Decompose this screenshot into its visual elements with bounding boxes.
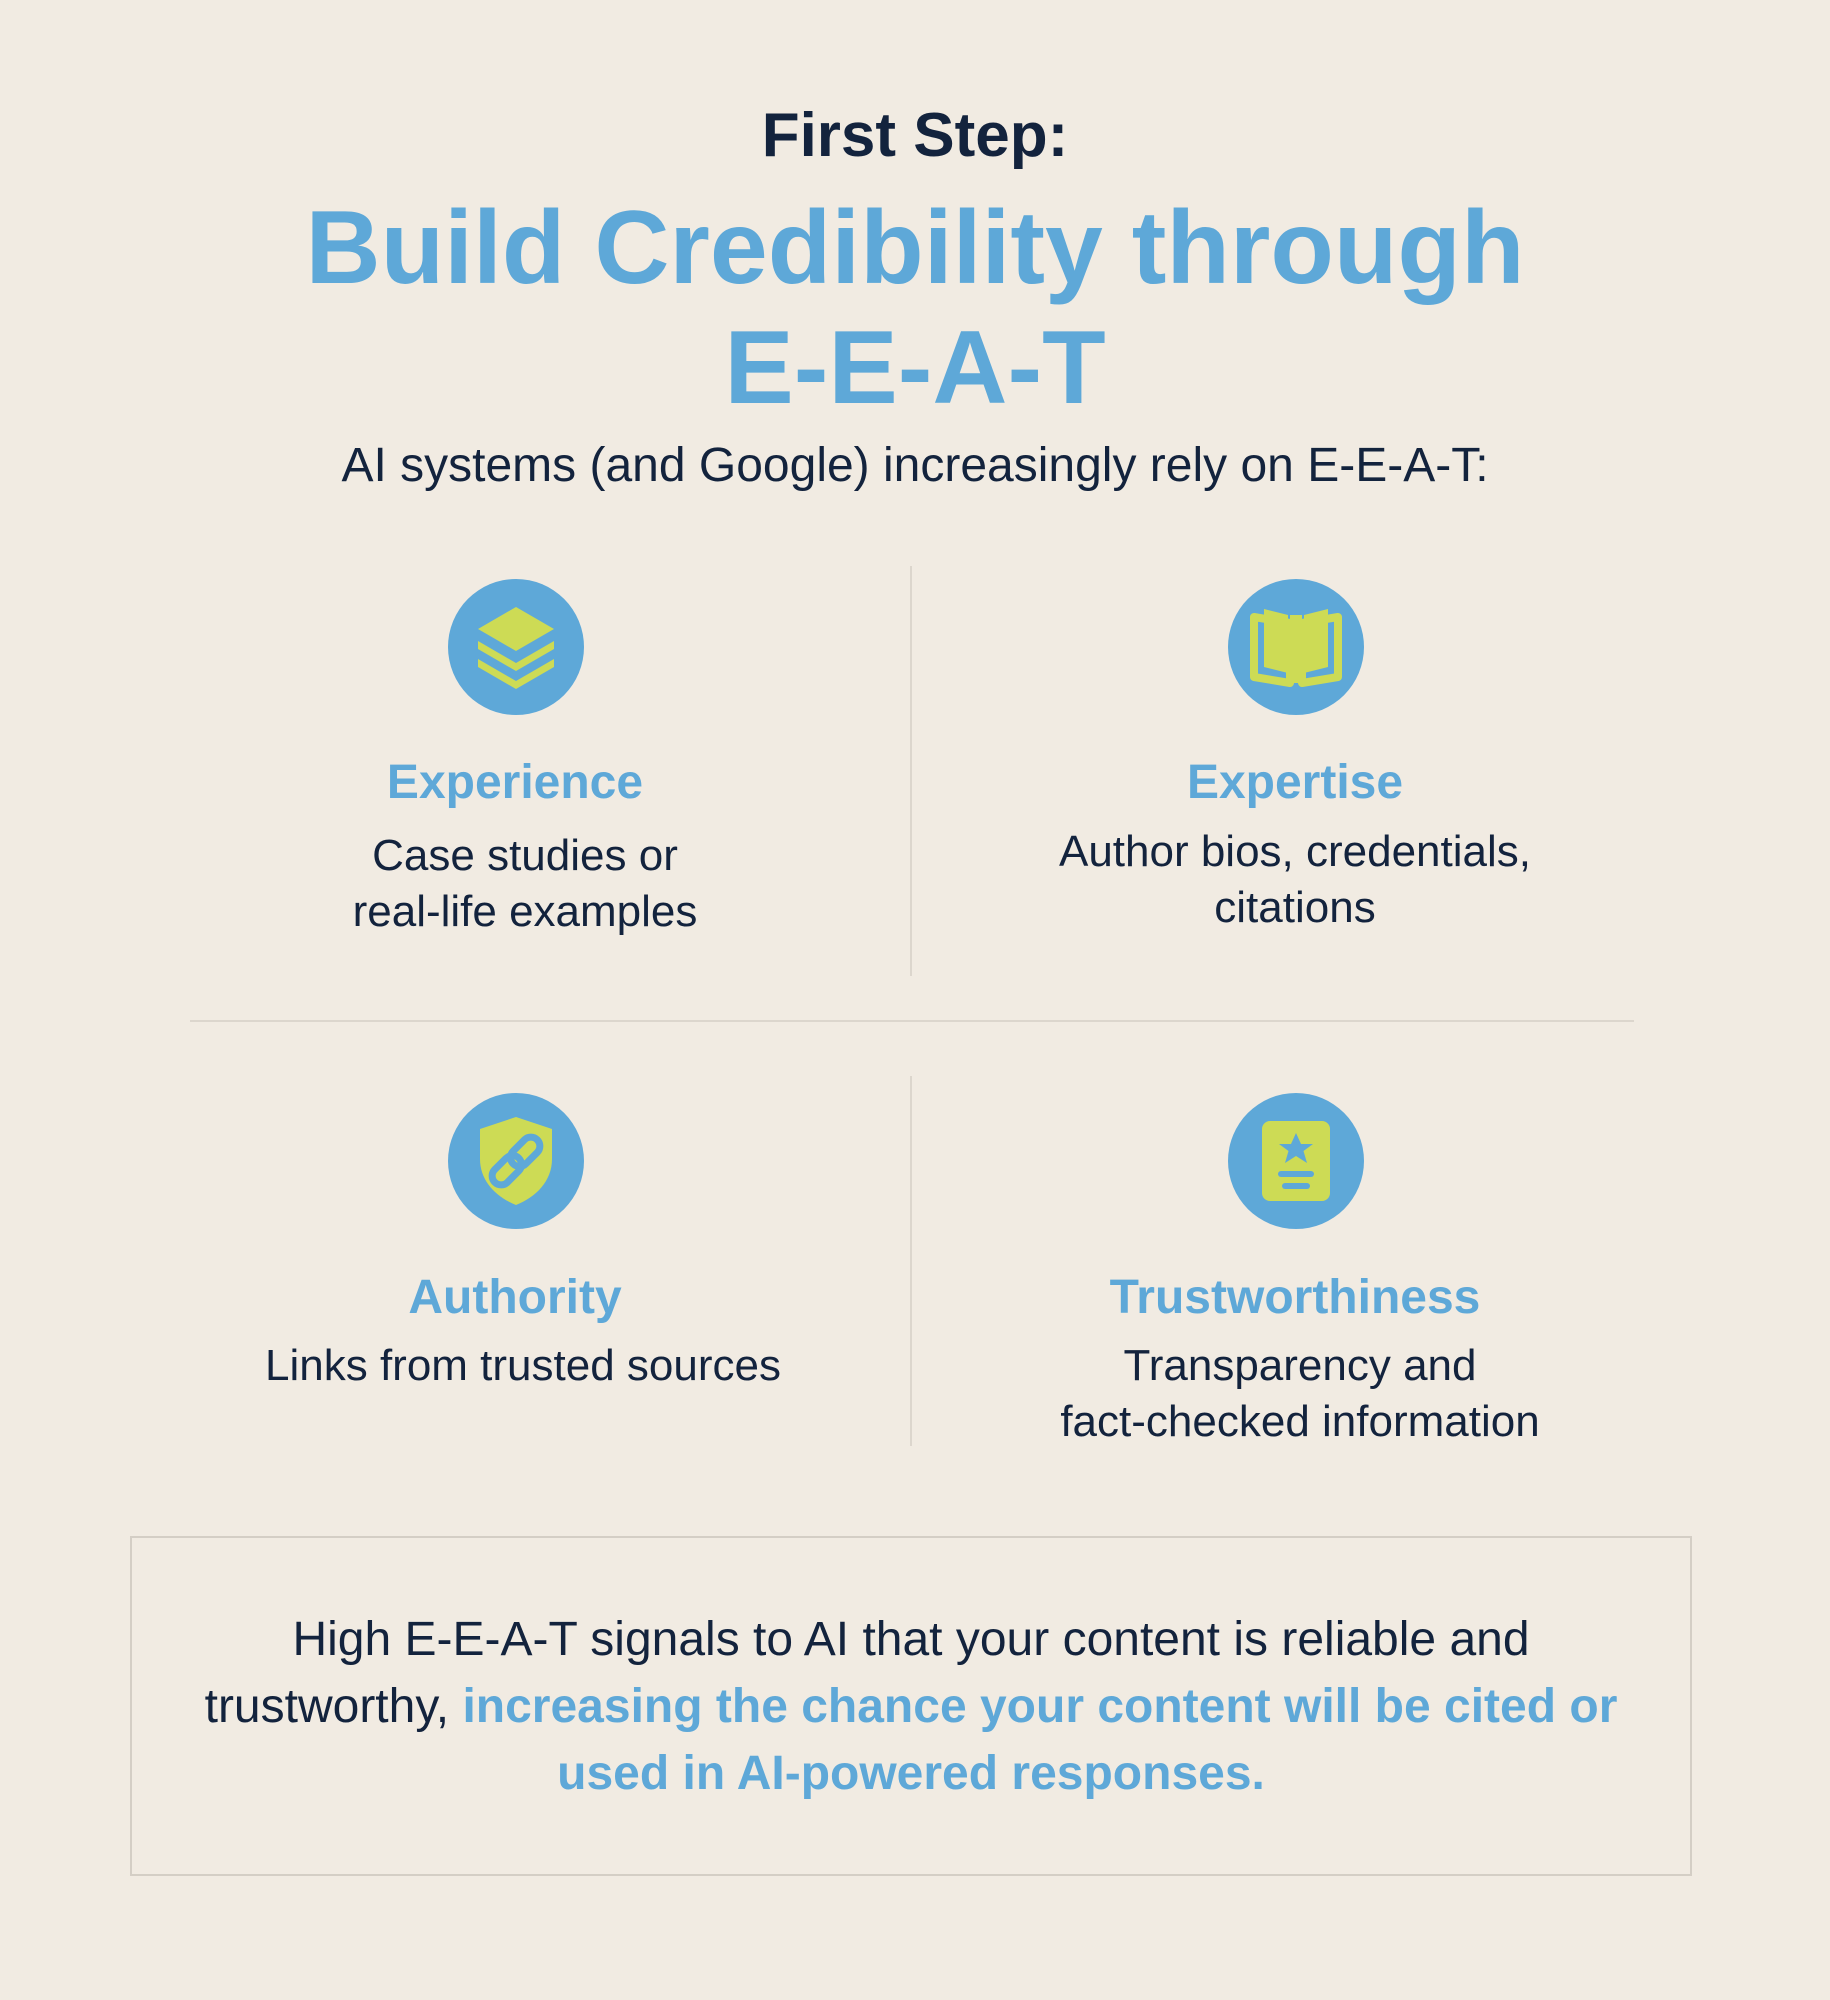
card-desc-line: Author bios, credentials, [1058,827,1532,876]
card-desc-expertise [915,824,1675,936]
callout-text-plain: High E-E-A-T signals to AI that your content is reliable and trustworthy, [204,1613,1530,1733]
page-title-line-2: E-E-A-T [724,310,1106,426]
card-desc-line: fact-checked information [1060,1397,1540,1446]
card-desc-line: real-life examples [352,887,698,936]
card-desc-line: Transparency and [1123,1341,1477,1390]
vertical-divider-top [910,566,912,976]
eyebrow-heading: First Step: [761,101,1069,170]
card-desc-line: citations [1214,883,1376,932]
shield-link-icon [448,1093,584,1229]
callout-text [192,1606,1630,1807]
card-title-expertise: Expertise [1186,756,1404,809]
card-desc-trustworthiness [920,1338,1680,1450]
card-title-authority: Authority [408,1271,622,1324]
open-book-icon [1228,579,1364,715]
vertical-divider-bottom [910,1076,912,1446]
intro-text: AI systems (and Google) increasingly rely on E-E-A-T: [341,439,1489,492]
card-title-trustworthiness: Trustworthiness [1109,1271,1481,1324]
callout-text-highlight: increasing the chance your content will be cited or used in AI-powered responses. [462,1680,1618,1800]
card-desc-line: Links from trusted sources [265,1341,781,1390]
page-title-line-1: Build Credibility through [305,190,1525,306]
certificate-star-icon [1228,1093,1364,1229]
card-desc-authority [143,1338,903,1394]
layers-icon [448,579,584,715]
card-desc-experience [145,828,905,940]
card-desc-line: Case studies or [372,831,678,880]
horizontal-divider [190,1020,1634,1022]
callout-box [130,1536,1692,1876]
page-title [0,188,1830,428]
card-title-experience: Experience [386,756,644,809]
